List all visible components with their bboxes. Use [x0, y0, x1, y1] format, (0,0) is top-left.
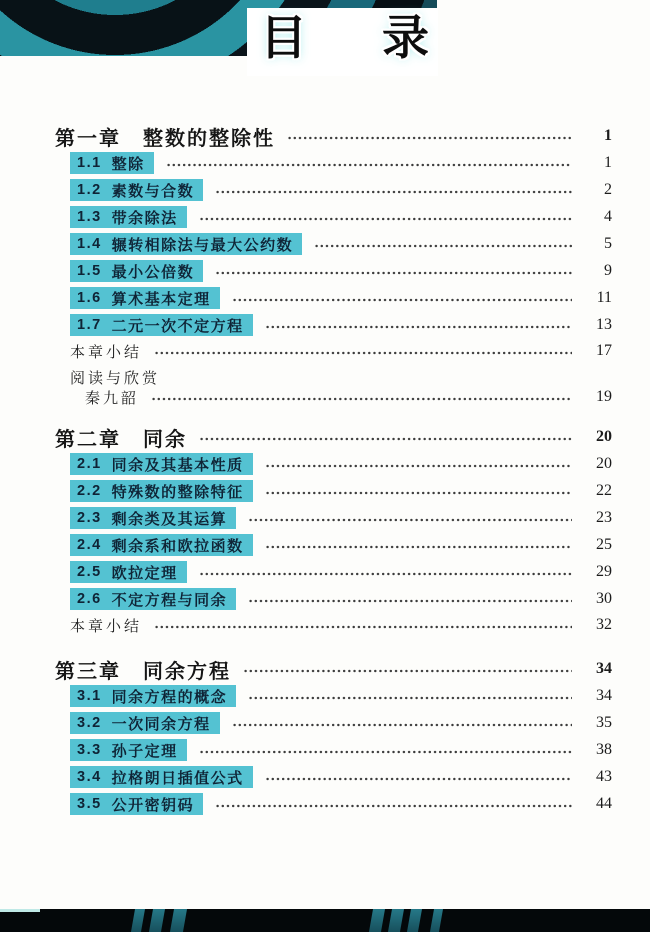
toc-entry-row [55, 507, 612, 529]
section-number: 1.3 [77, 209, 102, 225]
section-highlight [70, 507, 236, 529]
section-title: 剩余系和欧拉函数 [111, 537, 244, 555]
dot-leader [232, 717, 572, 733]
section-title: 同余及其基本性质 [111, 456, 244, 474]
page-number: 5 [604, 235, 612, 252]
dot-leader [314, 238, 572, 254]
dot-leader [199, 744, 572, 760]
section-highlight [70, 561, 187, 583]
toc-entry-row [55, 793, 612, 815]
page-number: 2 [604, 181, 612, 198]
section-highlight [70, 233, 302, 255]
section-title: 算术基本定理 [111, 290, 211, 308]
toc-entry-row [55, 387, 612, 407]
section-number: 1.4 [77, 236, 102, 252]
page-number: 34 [596, 660, 612, 677]
entry-label: 秦九韶 [85, 390, 140, 407]
page-number: 20 [596, 455, 612, 472]
section-number: 1.6 [77, 290, 102, 306]
section-number: 3.5 [77, 796, 102, 812]
section-title: 一次同余方程 [111, 715, 211, 733]
toc-entry-row [55, 561, 612, 583]
chapter-title: 第一章 整数的整除性 [55, 127, 275, 150]
section-number: 1.2 [77, 182, 102, 198]
page-number: 34 [596, 687, 612, 704]
section-title: 拉格朗日插值公式 [111, 769, 244, 787]
page-number: 43 [596, 768, 612, 785]
footer-stripe [388, 909, 404, 932]
dot-leader [265, 771, 572, 787]
dot-leader [287, 130, 572, 146]
page-number: 29 [596, 563, 612, 580]
footer-stripe [407, 909, 422, 932]
section-number: 2.2 [77, 483, 102, 499]
dot-leader [166, 157, 572, 173]
section-number: 3.4 [77, 769, 102, 785]
toc-entry-row [55, 766, 612, 788]
section-title: 整除 [111, 155, 145, 173]
dot-leader [154, 345, 572, 361]
toc-entry-row [55, 314, 612, 336]
dot-leader [265, 539, 572, 555]
dot-leader [199, 566, 572, 582]
section-highlight [70, 766, 253, 788]
footer-decorative-band [0, 909, 650, 932]
section-number: 2.6 [77, 591, 102, 607]
chapter-title: 第三章 同余方程 [55, 660, 231, 683]
toc-entry-row [55, 534, 612, 556]
dot-leader [243, 663, 572, 679]
dot-leader [248, 512, 572, 528]
section-title: 同余方程的概念 [111, 688, 228, 706]
toc-entry-row [55, 367, 612, 387]
page-number: 30 [596, 590, 612, 607]
dot-leader [215, 265, 572, 281]
section-highlight [70, 287, 220, 309]
entry-label: 本章小结 [70, 344, 143, 361]
section-number: 2.5 [77, 564, 102, 580]
footer-stripe [430, 909, 443, 932]
section-title: 欧拉定理 [111, 564, 178, 582]
page-number: 32 [596, 616, 612, 633]
section-highlight [70, 314, 253, 336]
section-title: 孙子定理 [111, 742, 178, 760]
section-highlight [70, 480, 253, 502]
entry-label: 阅读与欣赏 [70, 370, 161, 387]
dot-leader [151, 391, 572, 407]
section-highlight [70, 739, 187, 761]
toc-entry-row [55, 712, 612, 734]
page-title: 目 录 [260, 11, 443, 64]
section-highlight [70, 685, 236, 707]
toc-entry-row [55, 588, 612, 610]
section-number: 2.4 [77, 537, 102, 553]
section-title: 公开密钥码 [111, 796, 195, 814]
dot-leader [265, 458, 572, 474]
section-title: 素数与合数 [111, 182, 195, 200]
page-number: 13 [596, 316, 612, 333]
footer-stripe [170, 909, 187, 932]
section-highlight [70, 453, 253, 475]
toc-entry-row [55, 287, 612, 309]
dot-leader [154, 619, 572, 635]
toc-entry-row [55, 341, 612, 361]
section-title: 最小公倍数 [111, 263, 195, 281]
section-highlight [70, 712, 220, 734]
section-title: 带余除法 [111, 209, 178, 227]
page-number: 23 [596, 509, 612, 526]
entry-label: 本章小结 [70, 618, 143, 635]
dot-leader [248, 690, 572, 706]
section-highlight [70, 793, 203, 815]
toc-entry-row [55, 480, 612, 502]
toc-entry-row [55, 615, 612, 635]
section-number: 1.1 [77, 155, 102, 171]
toc-entry-row [55, 453, 612, 475]
page-number: 38 [596, 741, 612, 758]
section-highlight [70, 179, 203, 201]
section-highlight [70, 206, 187, 228]
chapter-title: 第二章 同余 [55, 428, 187, 451]
section-number: 1.7 [77, 317, 102, 333]
section-title: 剩余类及其运算 [111, 510, 228, 528]
section-number: 2.3 [77, 510, 102, 526]
toc-list [55, 124, 612, 820]
dot-leader [199, 431, 572, 447]
page-number: 19 [596, 388, 612, 405]
section-number: 3.2 [77, 715, 102, 731]
dot-leader [199, 211, 572, 227]
toc-chapter-row [55, 425, 612, 449]
section-highlight [70, 260, 203, 282]
section-number: 2.1 [77, 456, 102, 472]
page-number: 25 [596, 536, 612, 553]
dot-leader [215, 798, 572, 814]
page-number: 20 [596, 428, 612, 445]
section-title: 特殊数的整除特征 [111, 483, 244, 501]
section-number: 1.5 [77, 263, 102, 279]
section-highlight [70, 534, 253, 556]
dot-leader [215, 184, 572, 200]
section-title: 不定方程与同余 [111, 591, 228, 609]
toc-entry-row [55, 152, 612, 174]
section-title: 二元一次不定方程 [111, 317, 244, 335]
section-title: 辗转相除法与最大公约数 [111, 236, 294, 254]
footer-stripe [131, 909, 145, 932]
toc-entry-row [55, 685, 612, 707]
section-highlight [70, 588, 236, 610]
page-number: 1 [604, 127, 612, 144]
toc-chapter-row [55, 124, 612, 148]
footer-stripe [149, 909, 165, 932]
page-number: 35 [596, 714, 612, 731]
dot-leader [265, 485, 572, 501]
toc-entry-row [55, 260, 612, 282]
page-number: 17 [596, 342, 612, 359]
footer-stripe [369, 909, 385, 932]
page-number: 4 [604, 208, 612, 225]
section-number: 3.3 [77, 742, 102, 758]
dot-leader [248, 593, 572, 609]
dot-leader [265, 319, 572, 335]
page-number: 1 [604, 154, 612, 171]
toc-chapter-row [55, 657, 612, 681]
dot-leader [232, 292, 572, 308]
section-number: 3.1 [77, 688, 102, 704]
toc-entry-row [55, 206, 612, 228]
footer-glint [0, 909, 40, 912]
section-highlight [70, 152, 154, 174]
toc-entry-row [55, 739, 612, 761]
page-number: 9 [604, 262, 612, 279]
page-number: 44 [596, 795, 612, 812]
page-number: 22 [596, 482, 612, 499]
page-number: 11 [596, 289, 612, 306]
toc-entry-row [55, 179, 612, 201]
toc-entry-row [55, 233, 612, 255]
